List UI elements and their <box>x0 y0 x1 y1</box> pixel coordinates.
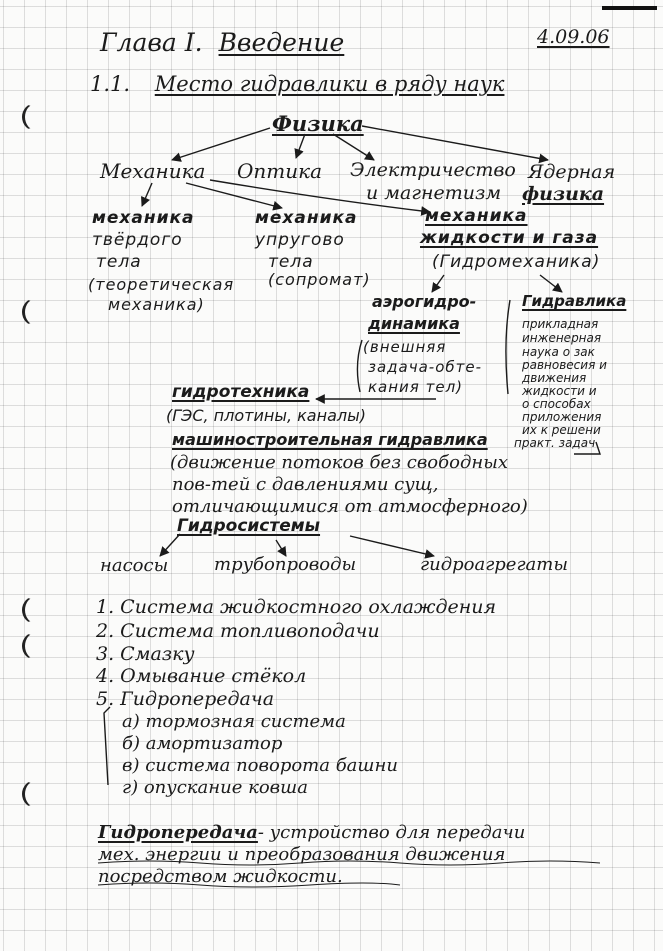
nuclear-label: Ядерная <box>528 161 616 183</box>
hydraulics-desc-line: наука о зак <box>522 345 595 359</box>
hydraulics-desc-line: жидкости и <box>522 384 597 398</box>
arrow-physics-nuclear <box>362 126 548 160</box>
hydraulics-desc-line: движения <box>522 371 587 385</box>
arrow-fluid-aero <box>432 275 444 292</box>
hydraulics-bracket <box>506 300 510 394</box>
physics-label: Физика <box>272 111 364 136</box>
hydraulics-desc-line: равновесия и <box>522 358 607 372</box>
arrow-physics-electro <box>333 134 374 160</box>
arrow-physics-optics <box>296 134 305 158</box>
list-item: 1. Система жидкостного охлаждения <box>96 596 497 618</box>
hydrosystems-title: Гидросистемы <box>177 516 321 536</box>
aero-title-line2: динамика <box>368 314 460 333</box>
chapter-subtitle: Введение <box>218 28 345 57</box>
definition-term: Гидропередача <box>98 822 258 843</box>
section-heading <box>90 74 504 95</box>
solid-mechanics-line2: твёрдого <box>92 230 183 250</box>
aero-note-line1: (внешняя <box>363 338 447 356</box>
machine-note-line2: пов-тей с давлениями сущ, <box>172 474 439 495</box>
hydrosystem-item-units: гидроагрегаты <box>420 554 569 575</box>
elastic-mechanics-line1: механика <box>255 208 358 228</box>
solid-mechanics-note2: механика) <box>108 295 205 314</box>
page-edge-mark <box>602 6 657 10</box>
hydraulics-desc-line: о способах <box>522 397 591 411</box>
elastic-mechanics-line2: упругово <box>255 230 345 250</box>
solid-mechanics-line1: механика <box>92 208 195 228</box>
date: 4.09.06 <box>537 26 610 48</box>
optics-label: Оптика <box>237 159 322 183</box>
aero-note-line3: кания тел) <box>368 378 464 396</box>
hydrotech-title: гидротехника <box>172 382 310 402</box>
solid-mechanics-note1: (теоретическая <box>88 275 235 294</box>
section-title: Место гидравлики в ряду наук <box>154 72 505 96</box>
hydraulics-desc-line: инженерная <box>522 331 602 345</box>
arrow-mech-solid <box>142 183 152 206</box>
elastic-mechanics-line3: тела <box>268 252 314 272</box>
definition-line2: мех. энергии и преобразования движения <box>98 844 506 865</box>
list-item: 4. Омывание стёкол <box>96 665 307 687</box>
sublist-item: а) тормозная система <box>122 711 346 732</box>
hydrosystem-item-pipelines: трубопроводы <box>214 554 357 575</box>
definition-line1 <box>98 824 525 842</box>
fluid-mechanics-line2: жидкости и газа <box>420 228 599 248</box>
machine-note-line3: отличающимися от атмосферного) <box>172 496 528 517</box>
list-item: 3. Смазку <box>96 643 195 665</box>
hydraulics-desc-line: практ. задач <box>514 436 596 450</box>
binder-hole-mark <box>22 103 49 131</box>
arrow-mech-elastic <box>186 183 282 208</box>
hydraulics-desc-line: прикладная <box>522 317 599 331</box>
hydraulics-desc-line: их к решени <box>522 423 601 437</box>
arrow-fluid-hydraulics <box>540 275 562 292</box>
sublist-item: б) амортизатор <box>122 733 283 754</box>
chapter-title: Глава I. Введение <box>100 28 345 57</box>
sublist-item: в) система поворота башни <box>122 755 398 776</box>
sublist-item: г) опускание ковша <box>122 777 308 798</box>
machine-hydraulics-title: машиностроительная гидравлика <box>172 430 488 449</box>
hydromechanics-note: (Гидромеханика) <box>432 252 601 272</box>
elastic-mechanics-note: (сопромат) <box>268 270 371 289</box>
section-number: 1.1. <box>90 72 131 96</box>
hydrosystem-item-pumps: насосы <box>100 555 169 576</box>
fluid-mechanics-line1: механика <box>425 206 528 226</box>
aero-bracket <box>357 340 362 392</box>
nuclear-physics-label: физика <box>522 183 605 205</box>
hydraulics-title: Гидравлика <box>522 292 627 310</box>
binder-hole-mark <box>22 298 49 326</box>
list-item: 2. Система топливоподачи <box>96 620 380 642</box>
arrow-hs-units <box>350 536 434 556</box>
aero-note-line2: задача-обте- <box>368 358 483 376</box>
solid-mechanics-line3: тела <box>96 252 142 272</box>
definition-text: - устройство для передачи <box>257 822 526 843</box>
definition-line3: посредством жидкости. <box>98 866 343 887</box>
sublist-brace <box>104 707 110 785</box>
magnetism-label: и магнетизм <box>366 182 502 204</box>
aero-title-line1: аэрогидро- <box>372 292 477 311</box>
mechanics-label: Механика <box>100 159 206 183</box>
machine-note-line1: (движение потоков без свободных <box>170 452 509 473</box>
hydraulics-desc-line: приложения <box>522 410 602 424</box>
binder-hole-mark <box>22 596 49 624</box>
binder-hole-mark <box>22 780 49 808</box>
hydrotech-note: (ГЭС, плотины, каналы) <box>166 406 366 425</box>
arrow-hs-pumps <box>160 534 180 556</box>
list-item: 5. Гидропередача <box>96 688 275 710</box>
arrow-physics-mechanics <box>172 128 270 160</box>
binder-hole-mark <box>22 632 49 660</box>
electricity-label: Электричество <box>350 159 516 181</box>
